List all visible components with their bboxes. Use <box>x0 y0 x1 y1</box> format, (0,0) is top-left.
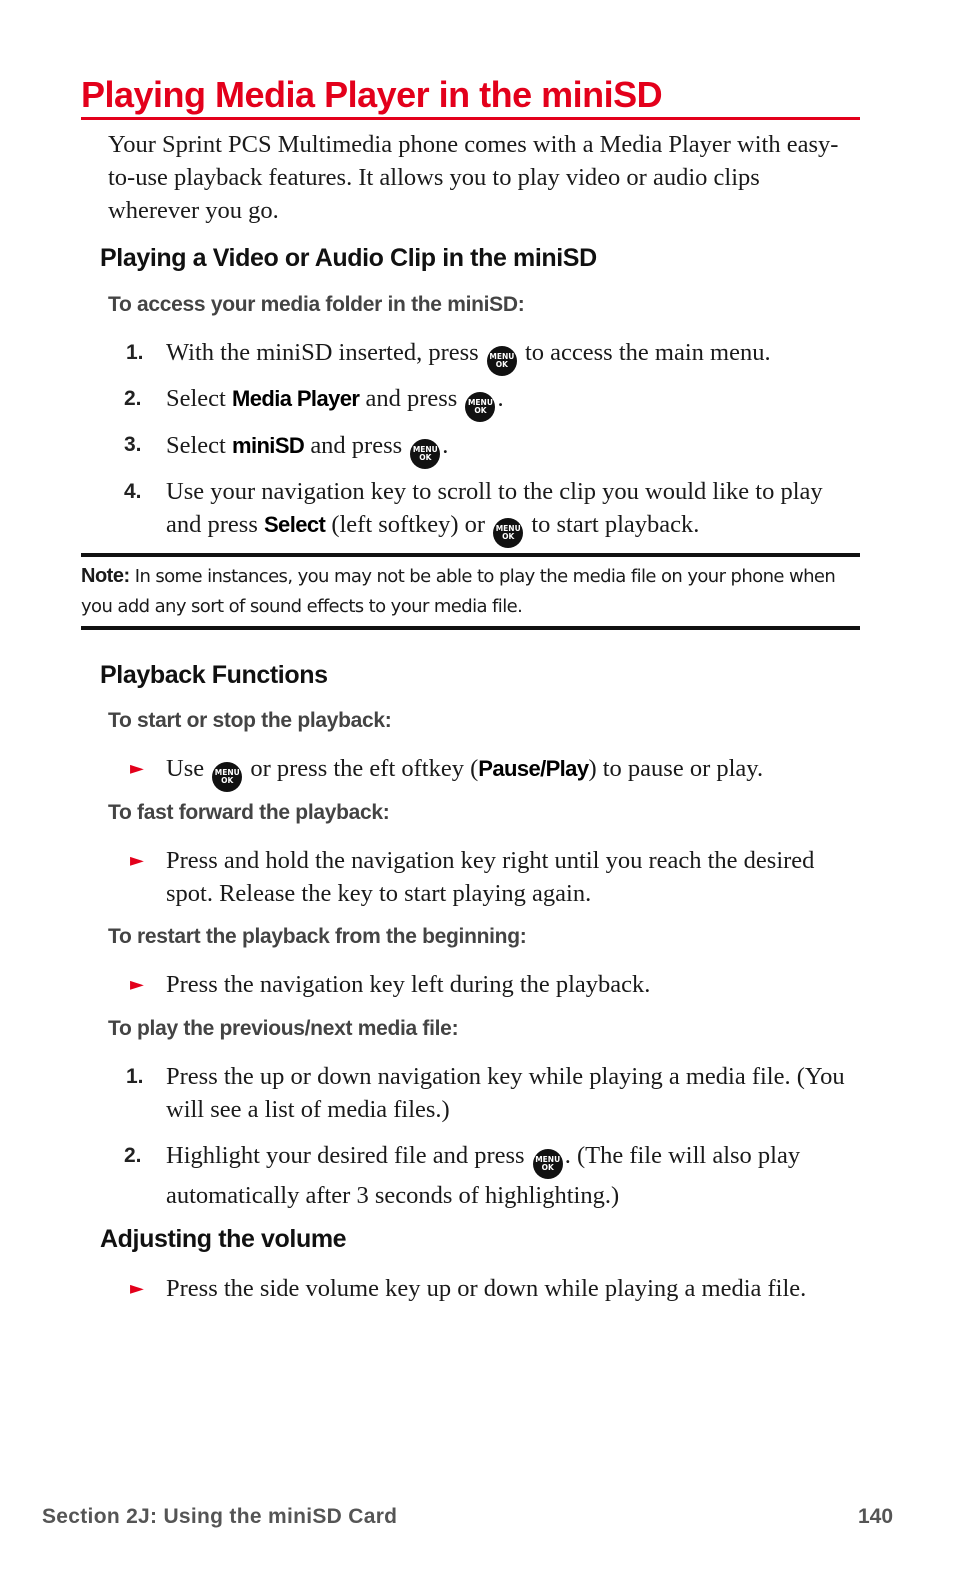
menu-icon-label: MENU <box>214 768 240 777</box>
note-box <box>81 561 860 622</box>
menu-ok-key-icon <box>487 346 517 376</box>
step-2 <box>166 382 856 422</box>
bullet-restart: Press the navigation key left during the playback. <box>166 971 651 998</box>
intro-paragraph: Your Sprint PCS Multimedia phone comes with a Media Player with easy-to-use playback features. It allows you to play video or audio clips wherever you go. <box>108 131 839 224</box>
subheading-access-folder: To access your media folder in the miniSD: <box>108 293 525 316</box>
subheading-start-stop: To start or stop the playback: <box>108 709 392 732</box>
bullet-text: Use <box>166 755 211 782</box>
step-text: . (The file will also play automatically after 3 seconds of highlighting.) <box>166 1142 801 1209</box>
step-number: 1. <box>126 341 144 364</box>
menu-icon-label: MENU <box>495 524 521 533</box>
bullet-text: ) to pause or play. <box>588 755 764 782</box>
menu-ok-key-icon <box>410 439 440 469</box>
step-number: 1. <box>126 1065 144 1088</box>
note-label: Note: <box>81 565 130 587</box>
step-previous-next-1: Press the up or down navigation key while playing a media file. (You will see a list of media files.) <box>166 1063 845 1123</box>
key-label: Select <box>263 512 326 537</box>
step-text: and press <box>304 432 409 459</box>
page-title: Playing Media Player in the miniSD <box>81 74 663 115</box>
section-heading-playback-functions: Playback Functions <box>100 661 328 689</box>
footer-section-label: Section 2J: Using the miniSD Card <box>42 1505 398 1528</box>
menu-icon-label: MENU <box>489 352 515 361</box>
step-text: Select <box>166 432 232 459</box>
menu-icon-label: OK <box>502 532 515 541</box>
bullet-start-stop <box>166 752 856 792</box>
section-heading-playing-clip: Playing a Video or Audio Clip in the miniSD <box>100 244 597 272</box>
step-text: Select <box>166 385 232 412</box>
menu-icon-label: OK <box>541 1163 554 1172</box>
menu-icon-label: OK <box>474 406 487 415</box>
key-label: miniSD <box>232 433 305 458</box>
bullet-arrow-icon: ► <box>130 758 144 779</box>
note-bottom-rule <box>81 626 860 630</box>
note-top-rule <box>81 553 860 557</box>
step-number: 4. <box>124 480 142 503</box>
menu-ok-key-icon <box>212 762 242 792</box>
step-text: Highlight your desired file and press <box>166 1142 531 1169</box>
subheading-fast-forward: To fast forward the playback: <box>108 801 390 824</box>
step-text: Use your navigation key to scroll to the clip you would like to play and press <box>166 478 823 538</box>
menu-icon-label: OK <box>221 776 234 785</box>
subheading-restart: To restart the playback from the beginning: <box>108 925 527 948</box>
subheading-previous-next: To play the previous/next media file: <box>108 1017 459 1040</box>
step-3 <box>166 429 856 469</box>
section-heading-adjusting-volume: Adjusting the volume <box>100 1225 347 1253</box>
bullet-arrow-icon: ► <box>130 850 144 871</box>
step-text: and press <box>359 385 464 412</box>
step-text: . <box>442 432 449 459</box>
step-number: 2. <box>124 387 142 410</box>
bullet-arrow-icon: ► <box>130 1278 144 1299</box>
menu-icon-label: MENU <box>467 398 493 407</box>
menu-ok-key-icon <box>493 518 523 548</box>
menu-icon-label: OK <box>419 453 432 462</box>
note-text: In some instances, you may not be able to play the media file on your phone when you add any sort of sound effects to your media file. <box>81 566 836 617</box>
bullet-volume: Press the side volume key up or down while playing a media file. <box>166 1275 807 1302</box>
bullet-text: or press the eft oftkey ( <box>244 755 479 782</box>
menu-icon-label: MENU <box>412 445 438 454</box>
title-underline <box>81 117 860 120</box>
step-number: 3. <box>124 433 142 456</box>
bullet-arrow-icon: ► <box>130 974 144 995</box>
menu-ok-key-icon <box>465 392 495 422</box>
step-text: to start playback. <box>525 511 700 538</box>
bullet-fast-forward: Press and hold the navigation key right until you reach the desired spot. Release the key to start playing again. <box>166 847 815 907</box>
footer-page-number: 140 <box>858 1505 894 1528</box>
key-label: Pause/Play <box>478 756 589 781</box>
menu-ok-key-icon <box>533 1149 563 1179</box>
step-text: (left softkey) or <box>325 511 492 538</box>
step-1 <box>166 336 856 376</box>
step-text: . <box>497 385 504 412</box>
step-previous-next-2 <box>166 1139 856 1212</box>
menu-icon-label: MENU <box>535 1155 561 1164</box>
step-text: With the miniSD inserted, press <box>166 339 485 366</box>
step-text: to access the main menu. <box>518 339 771 366</box>
key-label: Media Player <box>232 386 360 411</box>
step-4 <box>166 475 856 548</box>
step-number: 2. <box>124 1144 142 1167</box>
menu-icon-label: OK <box>495 360 508 369</box>
